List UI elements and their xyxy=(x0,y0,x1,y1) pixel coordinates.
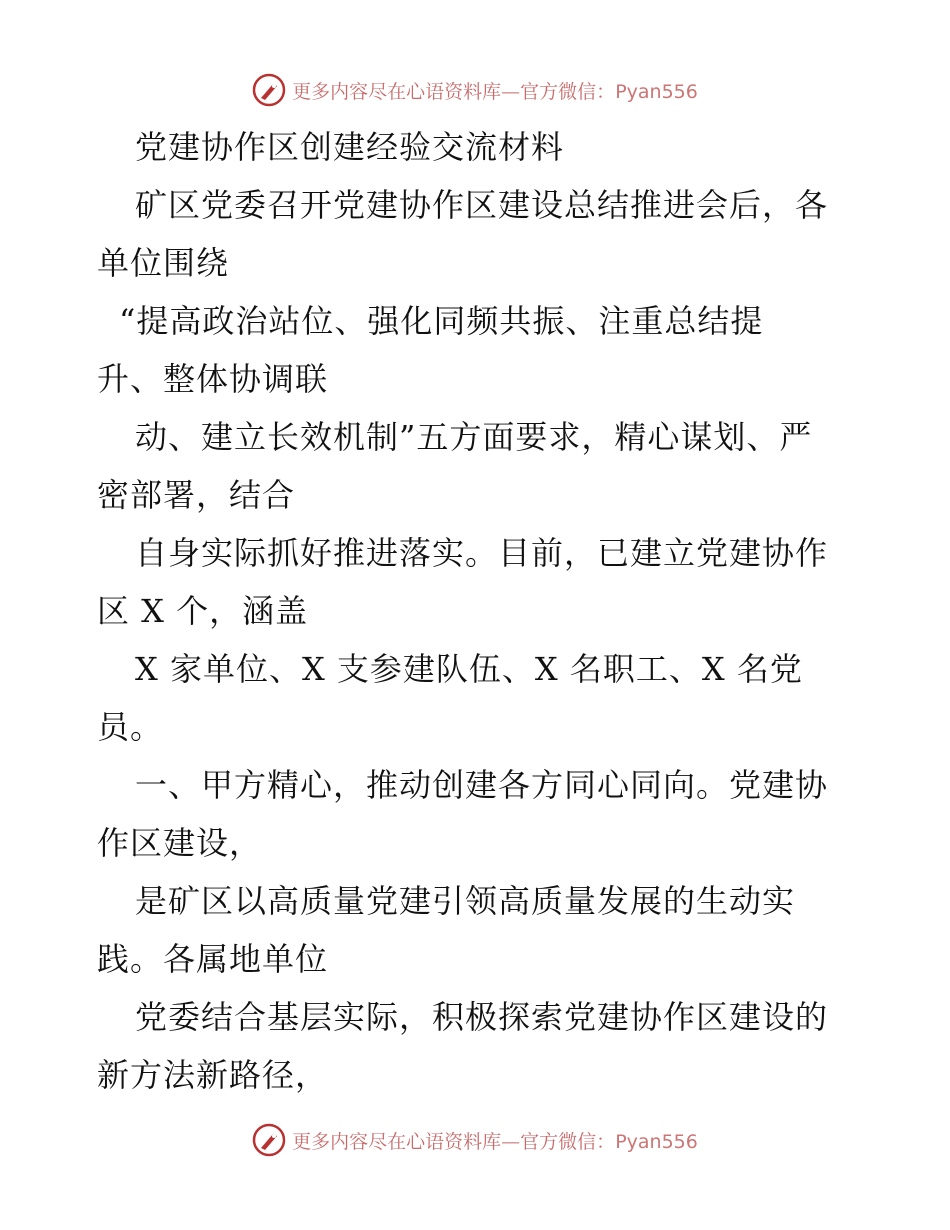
paragraph-line: X 家单位、X 支参建队伍、X 名职工、X 名党 xyxy=(135,650,803,688)
pen-nib-logo-icon xyxy=(252,73,286,107)
document-title: 党建协作区创建经验交流材料 xyxy=(135,128,565,166)
paragraph-line: 矿区党委召开党建协作区建设总结推进会后，各 xyxy=(135,186,829,224)
paragraph-line: 是矿区以高质量党建引领高质量发展的生动实 xyxy=(135,882,796,920)
document-body xyxy=(97,118,857,1104)
watermark-text: 更多内容尽在心语资料库—官方微信：Pyan556 xyxy=(292,80,698,103)
footer-watermark xyxy=(0,1120,950,1160)
paragraph-line: 区 X 个，涵盖 xyxy=(97,592,309,630)
paragraph-line: 践。各属地单位 xyxy=(97,940,329,978)
paragraph-line: 自身实际抓好推进落实。目前，已建立党建协作 xyxy=(135,534,829,572)
header-watermark xyxy=(0,70,950,110)
pen-nib-logo-icon xyxy=(252,1123,286,1157)
paragraph-line: 党委结合基层实际，积极探索党建协作区建设的 xyxy=(135,998,829,1036)
watermark-text: 更多内容尽在心语资料库—官方微信：Pyan556 xyxy=(292,1130,698,1153)
paragraph-line: 单位围绕 xyxy=(97,244,230,282)
paragraph-line: 员。 xyxy=(97,708,164,746)
paragraph-line: 密部署，结合 xyxy=(97,476,296,514)
paragraph-line: 动、建立长效机制”五方面要求，精心谋划、严 xyxy=(135,418,813,456)
paragraph-line: 作区建设， xyxy=(97,824,263,862)
paragraph-line: 升、整体协调联 xyxy=(97,360,329,398)
section-heading-line: 一、甲方精心，推动创建各方同心同向。党建协 xyxy=(135,766,829,804)
paragraph-line: 新方法新路径， xyxy=(97,1056,329,1094)
paragraph-line: “提高政治站位、强化同频共振、注重总结提 xyxy=(119,302,764,340)
